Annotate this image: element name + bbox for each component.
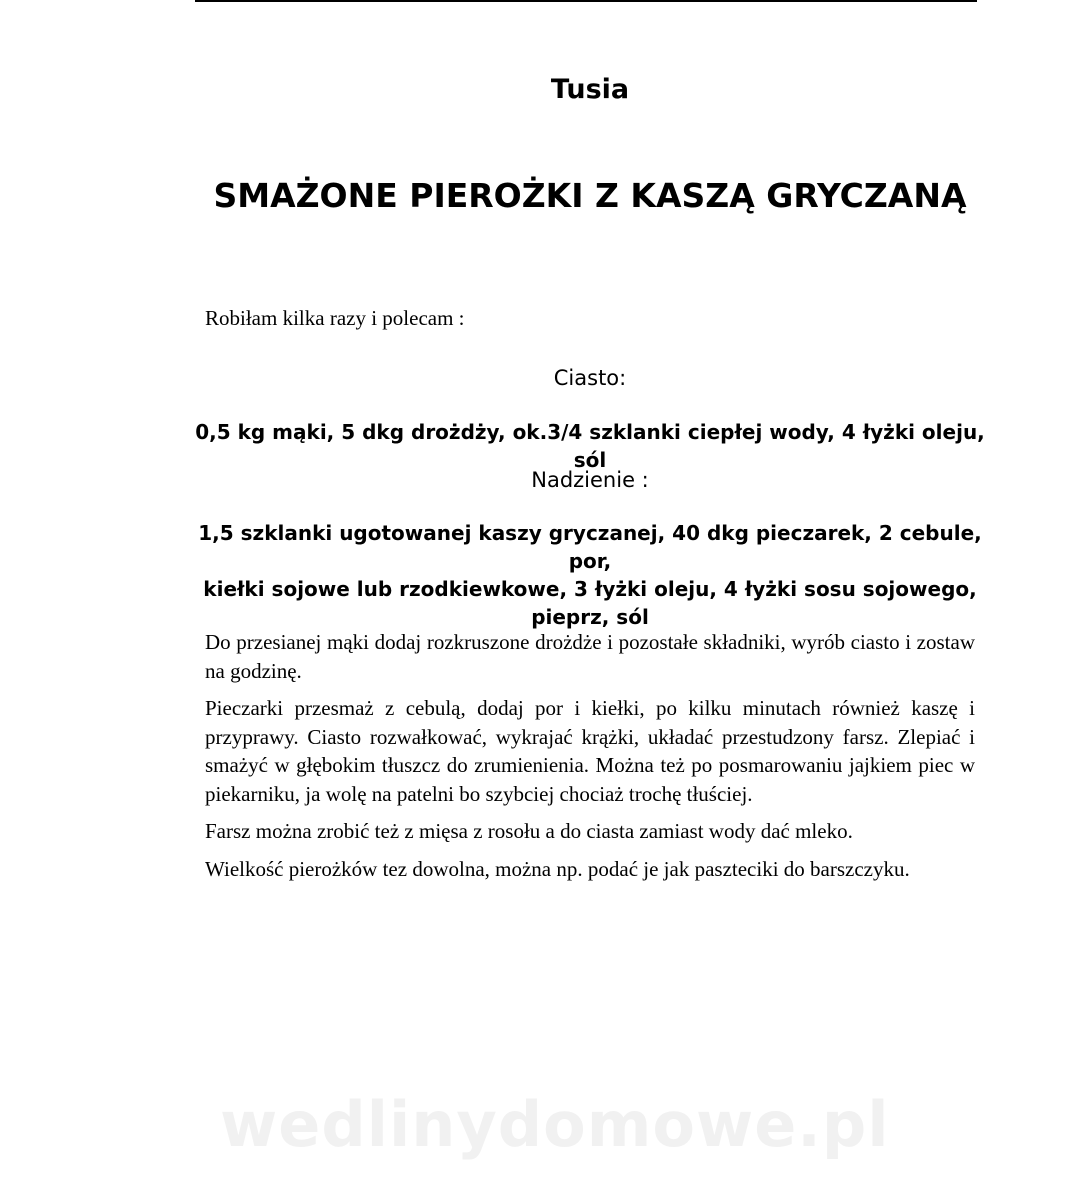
filling-ingredients xyxy=(195,519,985,631)
intro-text: Robiłam kilka razy i polecam : xyxy=(205,306,465,330)
filling-line: pieprz, sól xyxy=(531,605,649,629)
paragraph: Farsz można zrobić też z mięsa z rosołu a do ciasta zamiast wody dać mleko. xyxy=(205,819,853,843)
watermark: wedlinydomowe.pl xyxy=(220,1088,890,1161)
paragraph: Pieczarki przesmaż z cebulą, dodaj por i kiełki, po kilku minutach również kaszę i przyprawy. Ciasto rozwałkować, wykrajać krążki, układać przestudzony farsz. Zlepiać i smażyć w głębokim tłuszcz do zrumienienia. Można też po posmarowaniu jajkiem piec w piekarniku, ja wolę na patelni bo szybciej chociaż trochę tłuściej. xyxy=(205,696,975,806)
dough-ingredients: 0,5 kg mąki, 5 dkg drożdży, ok.3/4 szklanki ciepłej wody, 4 łyżki oleju, sól xyxy=(195,420,985,472)
filling-line: 1,5 szklanki ugotowanej kaszy gryczanej, 40 dkg pieczarek, 2 cebule, por, xyxy=(198,521,982,573)
filling-label: Nadzienie : xyxy=(531,468,649,492)
dough-label: Ciasto: xyxy=(553,366,627,390)
instructions xyxy=(205,628,975,892)
author-name xyxy=(205,74,975,105)
author-text: Tusia xyxy=(550,74,630,105)
paragraph: Do przesianej mąki dodaj rozkruszone drożdże i pozostałe składniki, wyrób ciasto i zostaw na godzinę. xyxy=(205,630,975,683)
top-rule xyxy=(195,0,977,2)
paragraph: Wielkość pierożków tez dowolna, można np. podać je jak paszteciki do barszczyku. xyxy=(205,856,910,881)
filling-line: kiełki sojowe lub rzodkiewkowe, 3 łyżki oleju, 4 łyżki sosu sojowego, xyxy=(203,577,977,601)
recipe-title: SMAŻONE PIEROŻKI Z KASZĄ GRYCZANĄ xyxy=(213,176,967,215)
